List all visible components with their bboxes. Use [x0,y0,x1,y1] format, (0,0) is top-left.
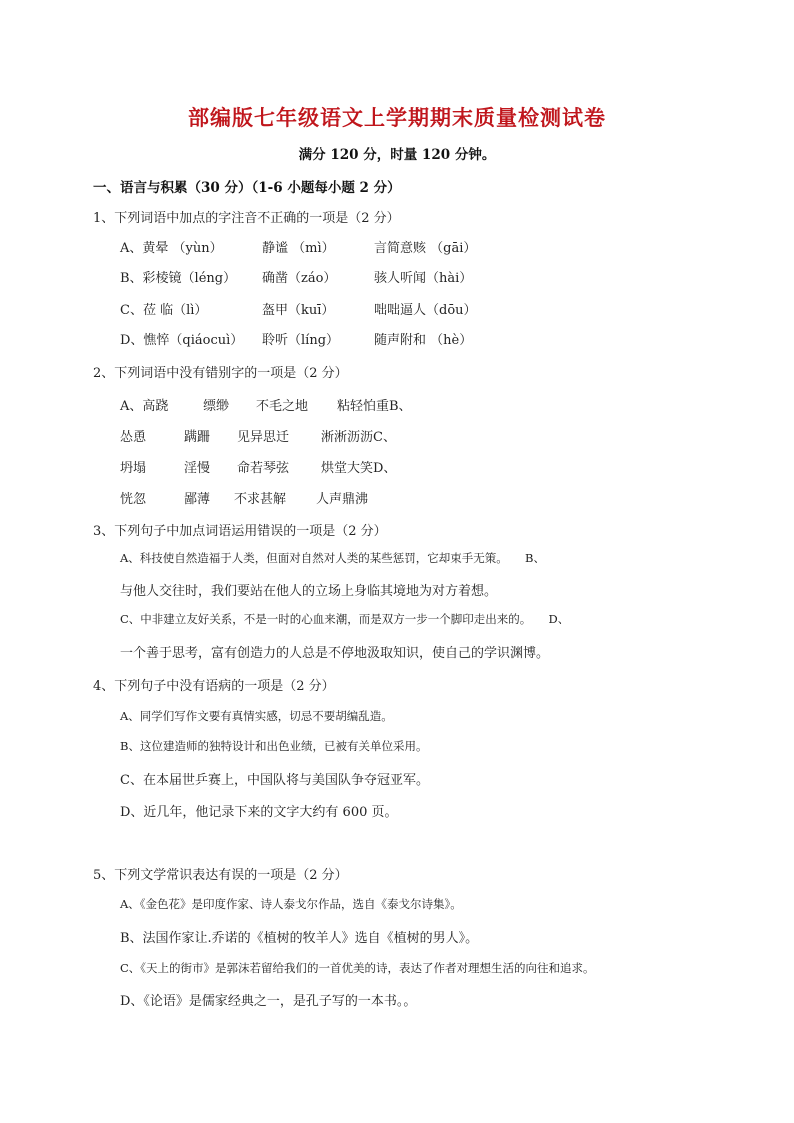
q2-row1-word3: 不毛之地 [256,399,309,414]
q5-line-2: B、法国作家让.乔诺的《植树的牧羊人》选自《植树的男人》。 [120,931,479,946]
q3-line-3: C、中非建立友好关系，不是一时的心血来潮，而是双方一步一个脚印走出来的。 D、 [120,612,570,626]
q4-line-3: C、在本届世乒赛上，中国队将与美国队争夺冠亚军。 [120,773,429,788]
q3-line-1: A、科技使自然造福于人类，但面对自然对人类的某些惩罚，它却束手无策。 B、 [120,551,546,565]
q2-row1-word4: 粘轻怕重B、 [337,399,412,414]
page-subtitle: 满分 120 分，时量 120 分钟。 [298,147,496,163]
question-3-stem: 3、下列句子中加点词语运用错误的一项是（2 分） [93,524,387,539]
page-title: 部编版七年级语文上学期期末质量检测试卷 [188,105,606,130]
q1-option-b-word2: 确凿（záo） [262,271,337,286]
q4-line-4: D、近几年，他记录下来的文字大约有 600 页。 [120,805,398,820]
question-1-stem: 1、下列词语中加点的字注音不正确的一项是（2 分） [93,211,400,226]
q5-line-3: C、《天上的街市》是郭沫若留给我们的一首优美的诗，表达了作者对理想生活的向往和追求。 [120,961,595,975]
q2-row3-word3: 命若琴弦 [237,461,290,476]
q1-option-b-word3: 骇人听闻（hài） [374,271,473,286]
q2-row2-word1: 怂恿 [120,430,147,445]
q1-option-c-word1: C、莅 临（lì） [120,303,208,318]
q4-line-1: A、同学们写作文要有真情实感，切忌不要胡编乱造。 [120,709,393,723]
q2-row4-word1: 恍忽 [120,492,147,507]
q1-option-d-word3: 随声附和 （hè） [374,333,473,348]
q2-row1-word1: A、高跷 [120,399,169,414]
q1-option-a-word2: 静谧 （mì） [262,241,335,256]
q5-line-4: D、《论语》是儒家经典之一，是孔子写的一本书。。 [120,994,417,1009]
question-4-stem: 4、下列句子中没有语病的一项是（2 分） [93,679,335,694]
q2-row1-word2: 缥缈 [203,399,230,414]
q1-option-a-word1: A、黄晕 （yùn） [120,241,223,256]
q2-row3-word2: 淫慢 [184,461,211,476]
q2-row3-word4: 烘堂大笑D、 [321,461,397,476]
q1-option-c-word3: 咄咄逼人（dōu） [374,303,477,318]
question-2-stem: 2、下列词语中没有错别字的一项是（2 分） [93,366,348,381]
q2-row2-word4: 淅淅沥沥C、 [321,430,396,445]
q2-row4-word4: 人声鼎沸 [316,492,369,507]
q1-option-b-word1: B、彩棱镜（léng） [120,271,237,286]
question-5-stem: 5、下列文学常识表达有误的一项是（2 分） [93,868,348,883]
q2-row4-word3: 不求甚解 [234,492,287,507]
q1-option-a-word3: 言简意赅 （gāi） [374,241,477,256]
q5-line-1: A、《金色花》是印度作家、诗人泰戈尔作品，选自《泰戈尔诗集》。 [120,897,462,911]
q3-line-2: 与他人交往时，我们要站在他人的立场上身临其境地为对方着想。 [120,584,498,599]
section-heading: 一、语言与积累（30 分）（1-6 小题每小题 2 分） [93,180,401,196]
q1-option-d-word1: D、憔悴（qiáocuì） [120,333,244,348]
q2-row2-word2: 蹒跚 [184,430,211,445]
q3-line-4: 一个善于思考，富有创造力的人总是不停地汲取知识，使自己的学识渊博。 [120,646,550,661]
q2-row4-word2: 鄙薄 [184,492,211,507]
q1-option-d-word2: 聆听（líng） [262,333,340,348]
q1-option-c-word2: 盔甲（kuī） [262,303,335,318]
q2-row3-word1: 坍塌 [120,461,147,476]
q2-row2-word3: 见异思迁 [237,430,290,445]
q4-line-2: B、这位建造师的独特设计和出色业绩，已被有关单位采用。 [120,739,428,753]
